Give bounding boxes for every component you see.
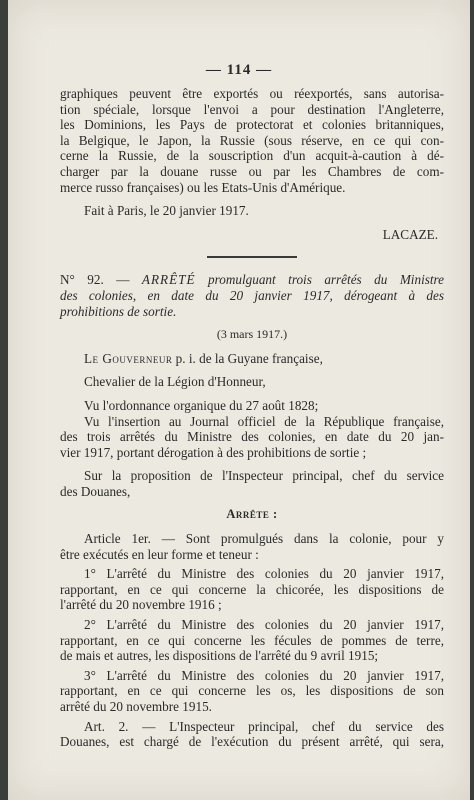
text-line: la Belgique, le Japon, la Russie (sous réserve, en ce qui con-: [60, 132, 444, 148]
document-page: [8, 0, 470, 800]
section-divider: [207, 256, 297, 258]
text-line: 2° L'arrêté du Ministre des colonies du 20 janvier 1917,: [84, 617, 444, 633]
text-line: les Dominions, les Pays de protectorat et colonies britanniques,: [60, 117, 444, 133]
text-line: Vu l'insertion au Journal officiel de la République française,: [84, 413, 444, 429]
text-line: charger par la douane russe ou par les Chambres de com-: [60, 163, 444, 179]
text-line: arrêté du 20 novembre 1915.: [60, 699, 212, 714]
page-number: — 114 —: [205, 62, 273, 78]
text-line: 1° L'arrêté du Ministre des colonies du 20 janvier 1917,: [84, 566, 444, 582]
text-line: vier 1917, portant dérogation à des prohibitions de sortie ;: [60, 444, 367, 460]
decree-date: (3 mars 1917.): [216, 327, 288, 342]
decree-dash: —: [116, 272, 130, 288]
vu-insertion: [60, 414, 444, 461]
article-1-item-2: [60, 617, 444, 664]
decree-title-line: des colonies, en date du 20 janvier 1917, dérogeant à des: [60, 287, 444, 303]
authority-rest: p. i. de la Guyane française,: [175, 350, 323, 366]
decree-number: N° 92.: [60, 272, 104, 288]
text-line: Art. 2. — L'Inspecteur principal, chef du service des: [84, 718, 444, 734]
authority-line: [60, 351, 444, 367]
text-line: Sur la proposition de l'Inspecteur principal, chef du service: [84, 468, 444, 484]
signature-name: LACAZE.: [382, 226, 438, 242]
text-line: tion spéciale, lorsque l'envoi a pour destination l'Angleterre,: [60, 101, 444, 117]
signature-place-date: Fait à Paris, le 20 janvier 1917.: [84, 203, 249, 219]
decree-title-word: ARRÊTÉ: [141, 272, 196, 288]
text-line: Douanes, est chargé de l'exécution du présent arrêté, qui sera,: [60, 734, 444, 750]
decree-title-line: prohibitions de sortie.: [60, 303, 177, 319]
text-line: l'arrêté du 20 novembre 1916 ;: [60, 597, 222, 613]
proposition: [60, 468, 444, 499]
text-line: graphiques peuvent être exportés ou réexportés, sans autorisa-: [60, 86, 444, 101]
text-line: cerne la Russie, de la souscription d'un acquit-à-caution à dé-: [60, 148, 444, 164]
decree-title: [60, 272, 444, 319]
article-1-item-3: [60, 668, 444, 715]
text-line: être exécutés en leur forme et teneur :: [60, 546, 259, 562]
text-line: de mais et autres, les dispositions de l'arrêté du 9 avril 1915;: [60, 648, 379, 664]
document-body: [60, 86, 444, 750]
text-line: rapportant, en ce qui concerne les fécules de pommes de terre,: [60, 632, 444, 648]
text-line: des trois arrêtés du Ministre des colonies, en date du 20 jan-: [60, 429, 444, 445]
article-1-item-1: [60, 566, 444, 613]
text-line: merce russo françaises) ou les Etats-Unis d'Amérique.: [60, 179, 346, 195]
article-2: [60, 719, 444, 750]
text-line: rapportant, en ce qui concerne la chicorée, les dispositions de: [60, 581, 444, 597]
decree-title-line-1: [60, 272, 444, 288]
continuation-paragraph: [60, 86, 444, 195]
text-line: des Douanes,: [60, 483, 131, 499]
text-line: rapportant, en ce qui concerne les os, les dispositions de son: [60, 683, 444, 699]
authority-title: Le Gouverneur: [84, 350, 173, 366]
text-line: Article 1er. — Sont promulgués dans la colonie, pour y: [84, 531, 444, 547]
decree-title-text: promulguant trois arrêtés du Ministre: [208, 272, 445, 288]
honor-line: Chevalier de la Légion d'Honneur,: [84, 374, 266, 390]
text-line: 3° L'arrêté du Ministre des colonies du 20 janvier 1917,: [84, 667, 444, 683]
arrete-heading: Arrête :: [226, 507, 278, 522]
article-1: [60, 531, 444, 562]
vu-ordonnance: Vu l'ordonnance organique du 27 août 1828;: [84, 397, 319, 413]
